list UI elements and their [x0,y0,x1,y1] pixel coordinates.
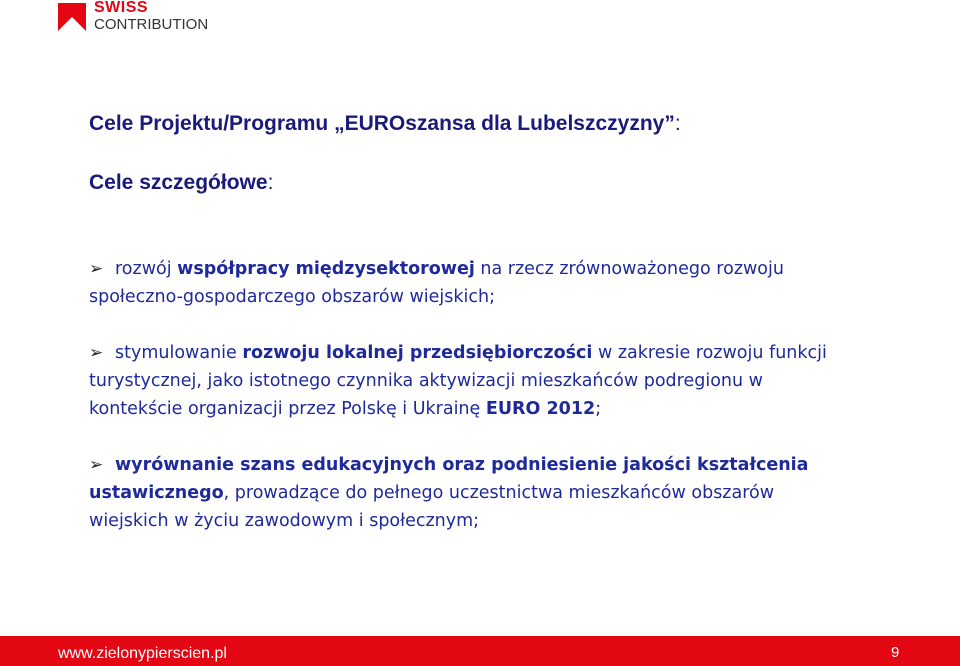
list-item [89,339,849,423]
arrow-bullet-icon: ➢ [89,343,104,363]
objectives-list [89,255,849,563]
page-number: 9 [891,644,900,661]
section-subtitle [89,171,273,195]
list-item-text: , prowadzące do pełnego uczestnictwa mieszkańców obszarów wiejskich w życiu zawodowym i społecznym; [89,483,775,531]
footer-url: www.zielonypierscien.pl [58,645,227,662]
list-item-text: w zakresie rozwoju funkcji turystycznej, jako istotnego czynnika aktywizacji mieszkańców podregionu w kontekście organizacji przez Polskę i Ukrainę [89,343,827,419]
section-subtitle-colon: : [267,171,274,194]
list-item-emphasis: EURO 2012 [485,399,596,419]
section-subtitle-text: Cele szczegółowe [89,171,268,194]
logo-text-contribution: CONTRIBUTION [94,16,209,33]
list-item-emphasis: współpracy międzysektorowej [177,259,475,279]
swiss-flag-icon [58,3,86,31]
footer-bar [0,636,960,666]
list-item-text: na rzecz zrównoważonego rozwoju społeczno-gospodarczego obszarów wiejskich; [89,259,784,307]
list-item-emphasis: wyrównanie szans edukacyjnych oraz podniesienie jakości kształcenia ustawicznego [89,455,809,503]
list-item-text: stymulowanie [115,343,243,363]
logo-text-swiss: SWISS [94,0,149,16]
list-item [89,451,849,535]
page-title [89,112,681,136]
page-title-colon: : [674,112,681,135]
list-item-emphasis: rozwoju lokalnej przedsiębiorczości [242,343,593,363]
arrow-bullet-icon: ➢ [89,259,104,279]
list-item-text: ; [595,399,602,419]
list-item-text: rozwój [115,259,178,279]
arrow-bullet-icon: ➢ [89,455,104,475]
page-title-text: Cele Projektu/Programu „EUROszansa dla Lubelszczyzny” [89,112,675,135]
list-item [89,255,849,311]
